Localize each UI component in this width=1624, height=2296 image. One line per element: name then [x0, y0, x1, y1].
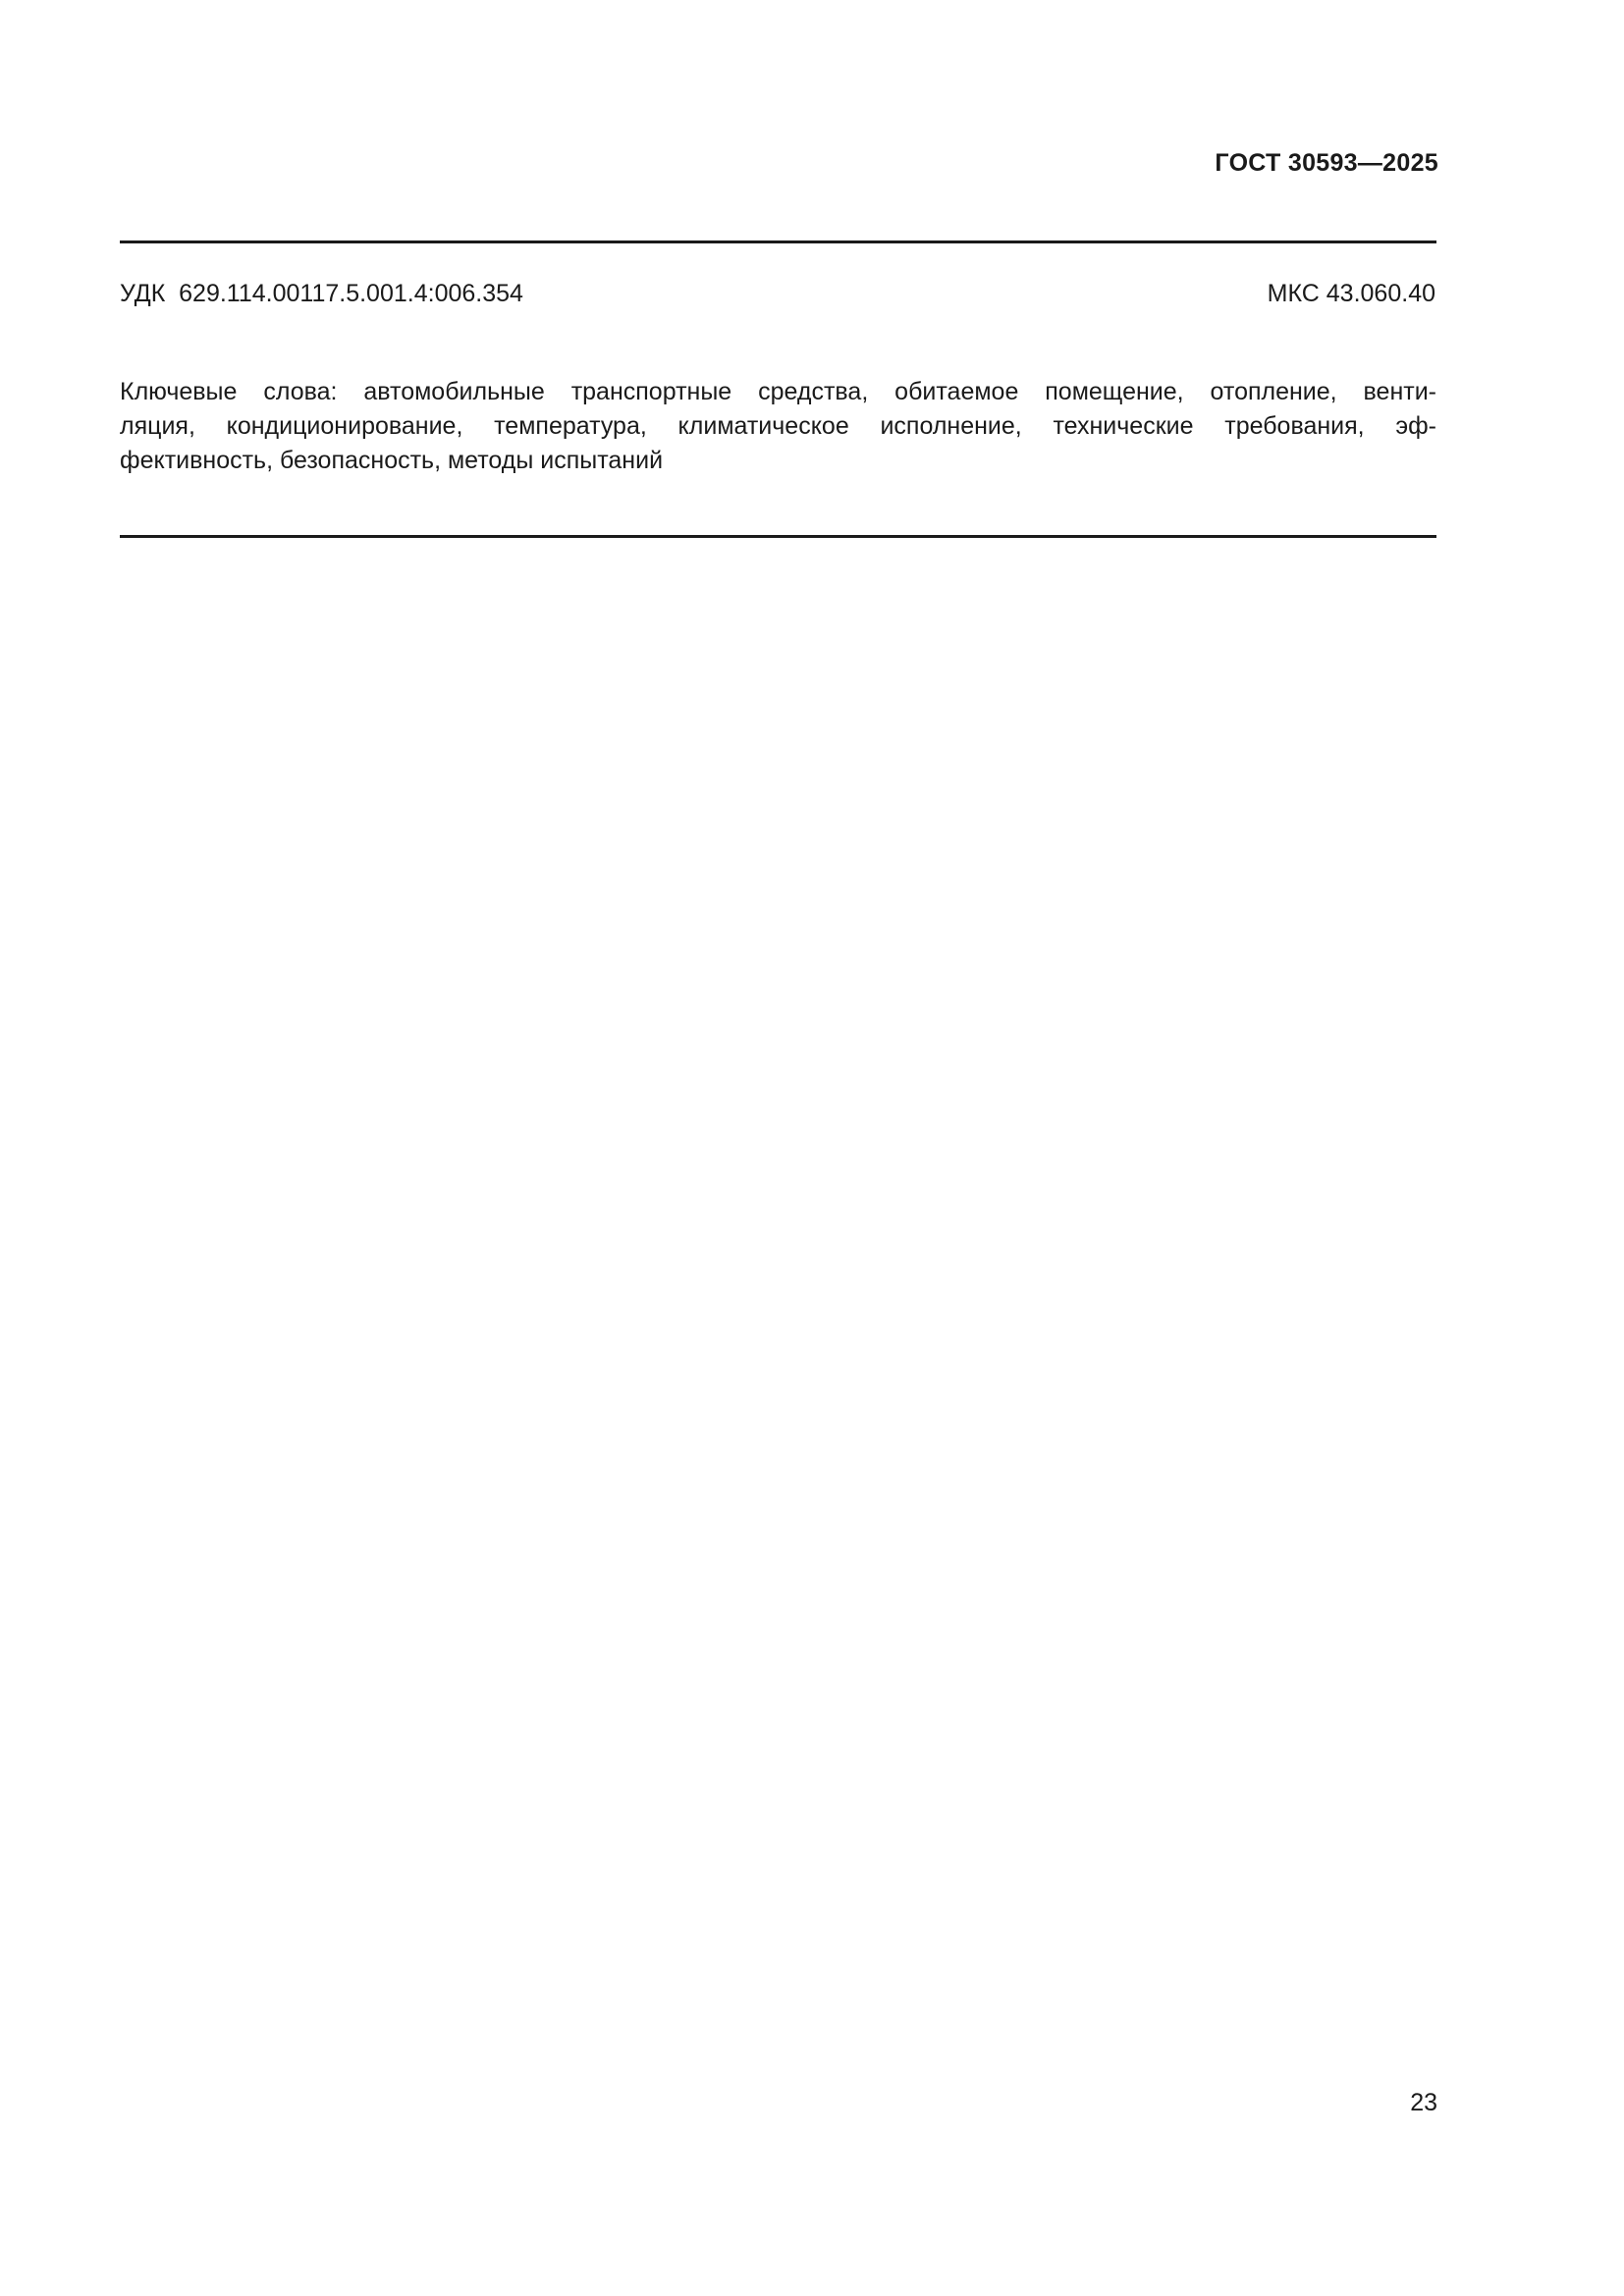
udk-code: УДК 629.114.00117.5.001.4:006.354 [120, 280, 523, 307]
mks-code: МКС 43.060.40 [1267, 280, 1435, 307]
keywords-line: Ключевые слова: автомобильные транспортные средства, обитаемое помещение, отопление, венти- [120, 378, 1436, 405]
keywords-block [120, 375, 1436, 478]
top-divider [120, 240, 1436, 243]
bottom-divider [120, 535, 1436, 538]
page-number: 23 [1410, 2089, 1437, 2116]
document-code: ГОСТ 30593—2025 [1215, 149, 1438, 177]
keywords-line: ляция, кондиционирование, температура, климатическое исполнение, технические требования, эф- [120, 412, 1436, 440]
keywords-line: фективность, безопасность, методы испытаний [120, 447, 664, 474]
